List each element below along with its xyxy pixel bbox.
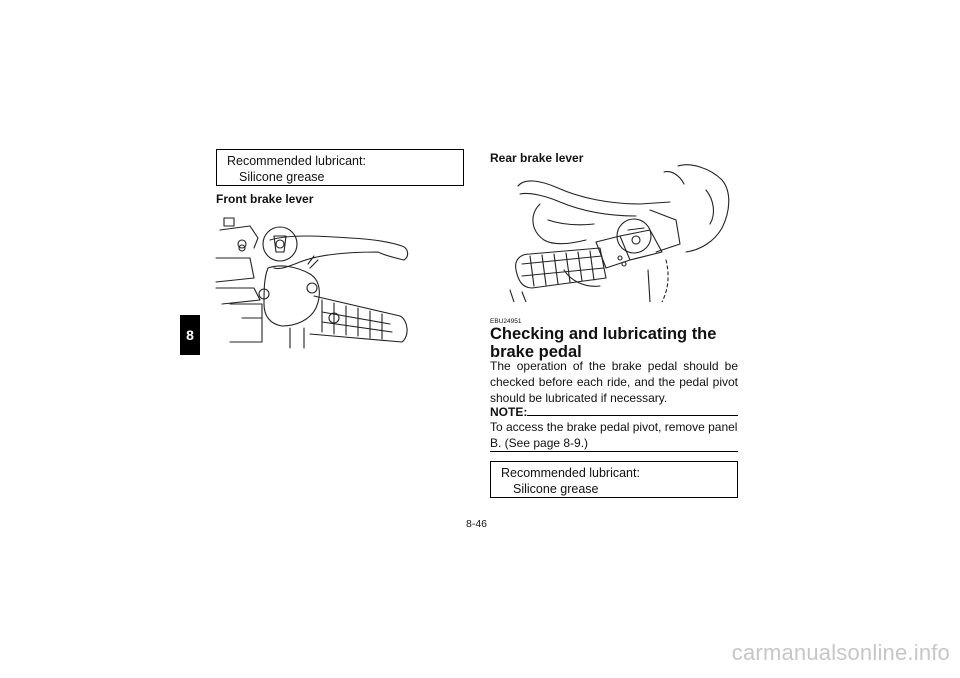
rear-brake-lever-caption: Rear brake lever bbox=[490, 151, 584, 165]
section-code: EBU24951 bbox=[490, 318, 522, 325]
note-rule bbox=[527, 415, 738, 416]
rear-lubricant-box bbox=[490, 461, 738, 498]
front-lubricant-value: Silicone grease bbox=[239, 170, 325, 184]
section-heading: Checking and lubricating the brake pedal bbox=[490, 325, 717, 361]
section-paragraph: The operation of the brake pedal should be checked before each ride, and the pedal pivot should be lubricated if necessary. bbox=[490, 359, 738, 405]
chapter-tab bbox=[180, 315, 200, 355]
chapter-number: 8 bbox=[186, 327, 194, 343]
front-lubricant-label: Recommended lubricant: bbox=[227, 154, 366, 168]
front-brake-lever-caption: Front brake lever bbox=[216, 192, 314, 206]
watermark: carmanualsonline.info bbox=[731, 640, 950, 665]
note-text: To access the brake pedal pivot, remove panel B. (See page 8-9.) bbox=[490, 420, 738, 450]
rear-lubricant-label: Recommended lubricant: bbox=[501, 466, 640, 480]
note-title: NOTE: bbox=[490, 405, 528, 419]
rear-brake-lever-illustration bbox=[500, 160, 740, 302]
page-number: 8-46 bbox=[466, 518, 488, 530]
rear-lubricant-value: Silicone grease bbox=[513, 482, 599, 496]
note-end-rule bbox=[490, 451, 738, 452]
front-lubricant-box bbox=[216, 149, 464, 186]
front-brake-lever-illustration bbox=[210, 208, 420, 350]
